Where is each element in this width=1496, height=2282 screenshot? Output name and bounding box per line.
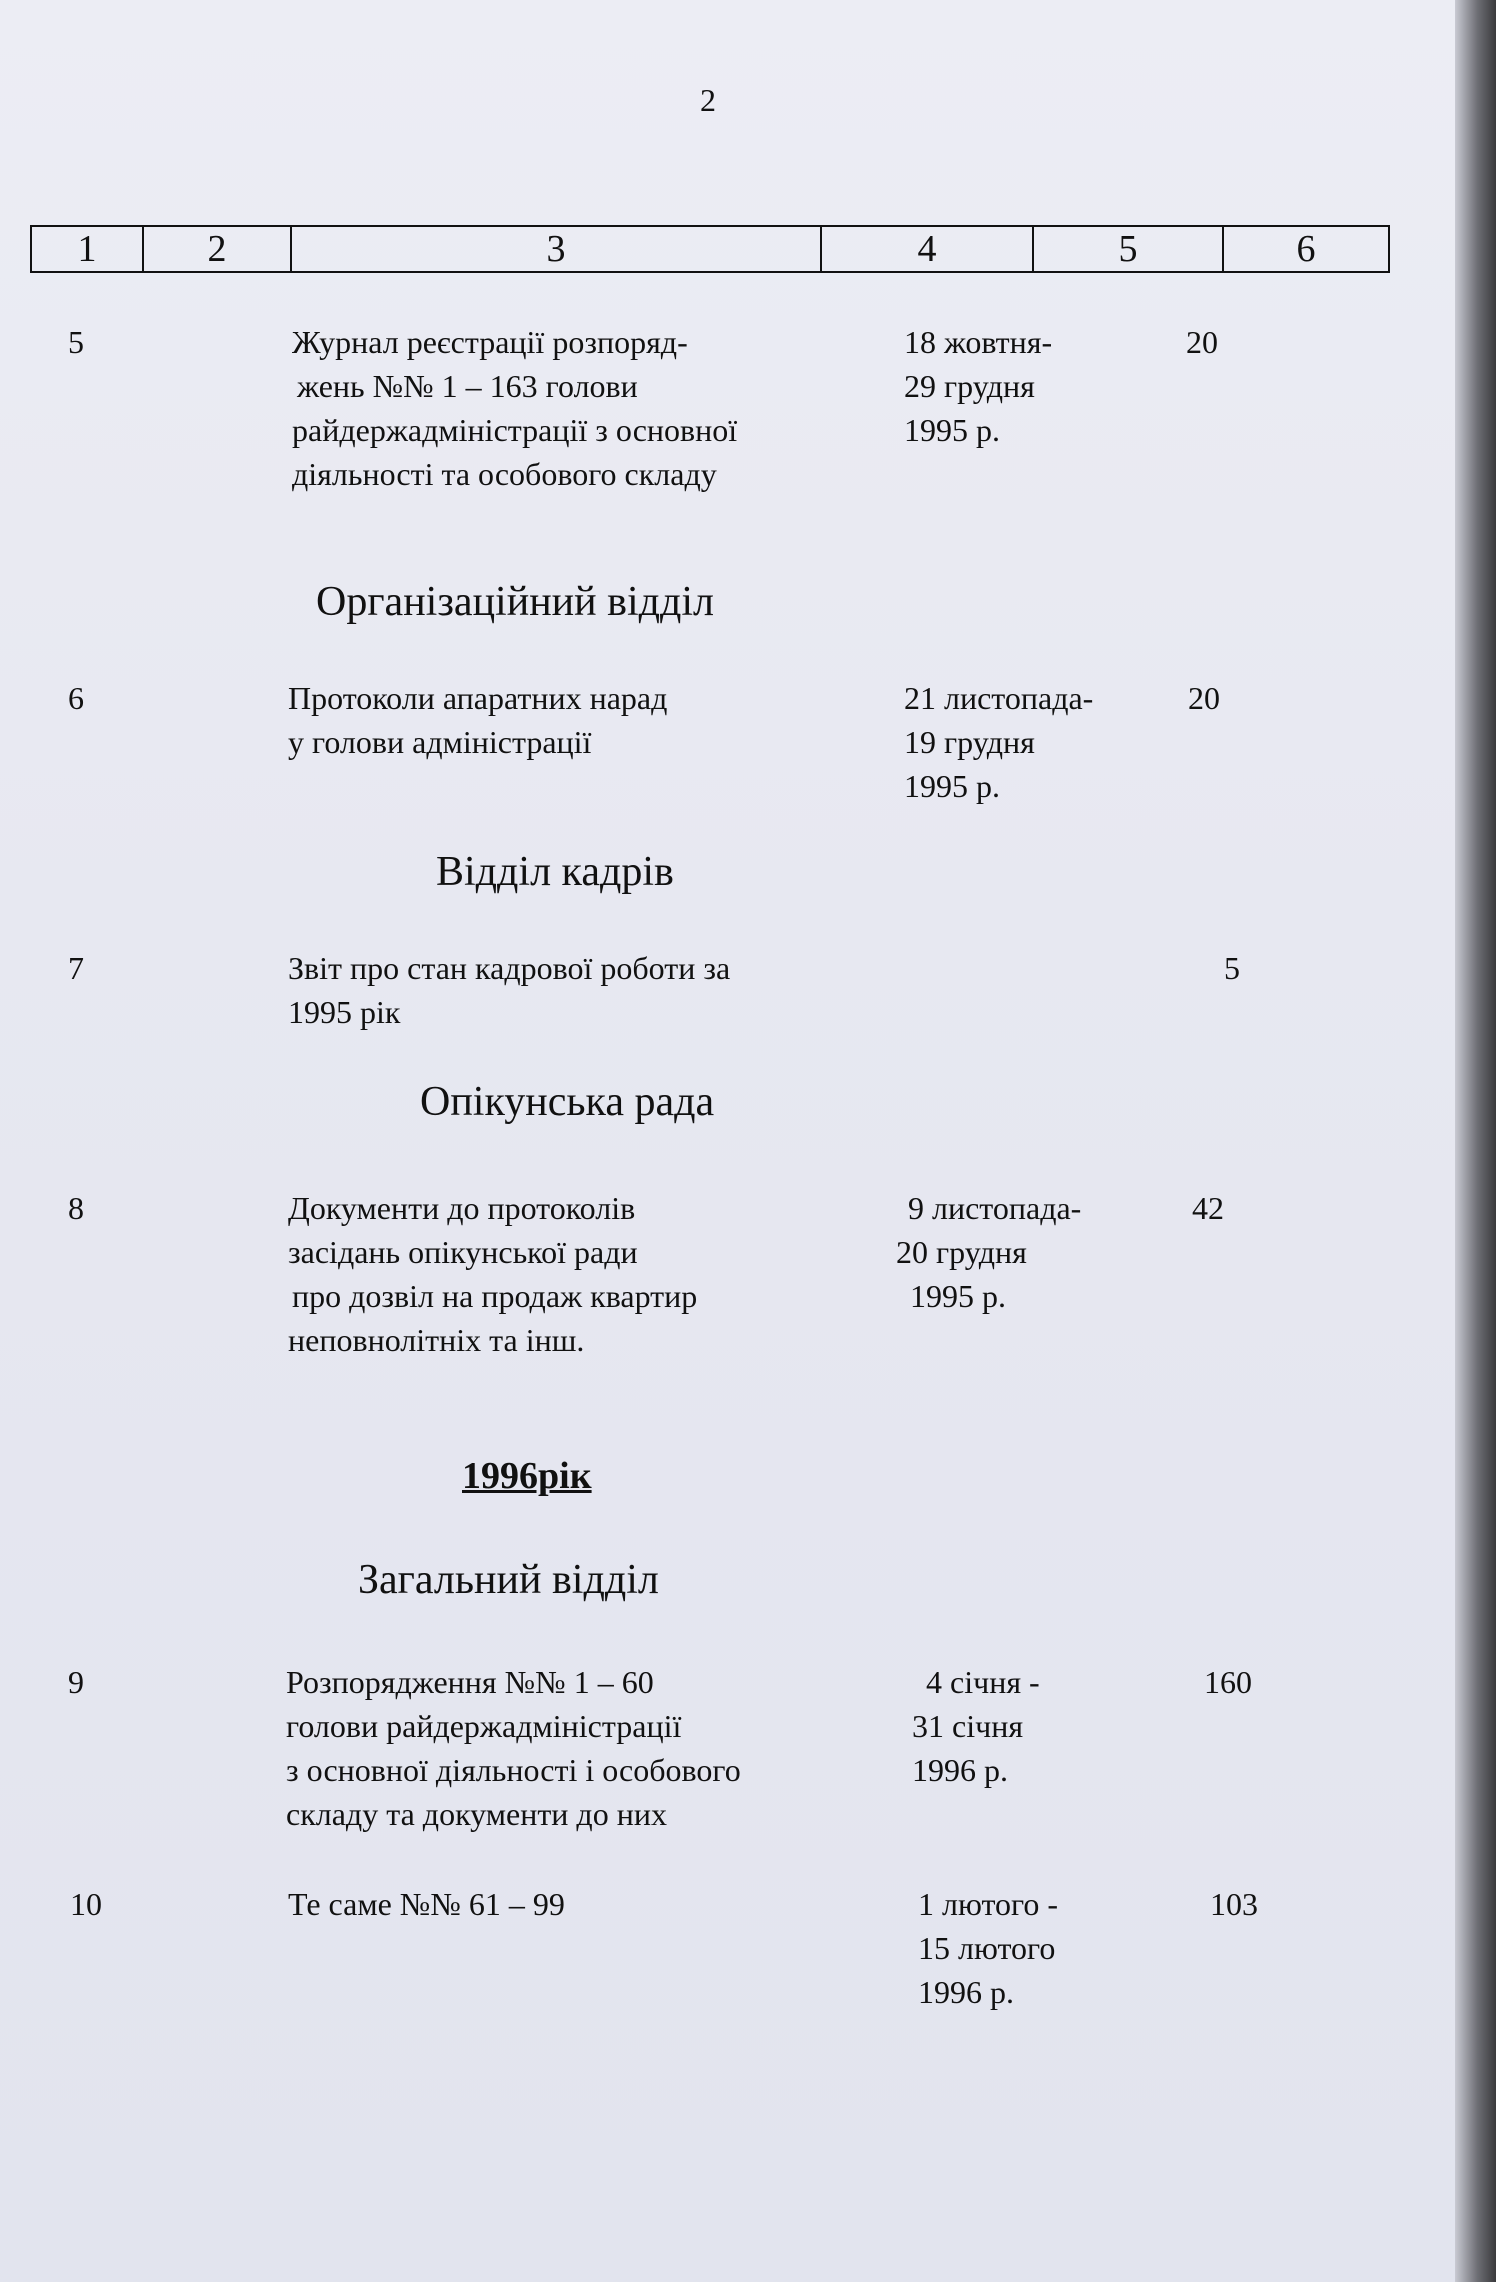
date-line: 18 жовтня- <box>904 324 1053 360</box>
date-line: 1995 р. <box>910 1278 1006 1314</box>
column-header-row <box>30 225 1390 273</box>
column-header: 3 <box>292 227 822 271</box>
column-header: 1 <box>32 227 144 271</box>
title-line: Протоколи апаратних нарад <box>288 680 668 716</box>
entry-dates <box>904 320 1052 452</box>
entry-dates <box>904 676 1093 808</box>
page-number: 2 <box>700 82 716 118</box>
entry-dates <box>912 1660 1040 1792</box>
entry-pages: 103 <box>1210 1886 1258 1922</box>
year-heading: 1996рік <box>462 1455 592 1497</box>
date-line: 15 лютого <box>918 1930 1056 1966</box>
section-heading: Відділ кадрів <box>436 849 674 895</box>
entry-title <box>292 320 737 496</box>
title-line: діяльності та особового складу <box>292 456 717 492</box>
date-line: 1995 р. <box>904 768 1000 804</box>
date-line: 1996 р. <box>918 1974 1014 2010</box>
column-header: 2 <box>144 227 292 271</box>
entry-pages: 160 <box>1204 1664 1252 1700</box>
title-line: Розпорядження №№ 1 – 60 <box>286 1664 654 1700</box>
title-line: у голови адміністрації <box>288 724 592 760</box>
title-line: Документи до протоколів <box>288 1190 636 1226</box>
entry-title <box>288 1186 697 1362</box>
date-line: 4 січня - <box>926 1664 1040 1700</box>
entry-number: 8 <box>68 1190 84 1226</box>
date-line: 31 січня <box>912 1708 1024 1744</box>
title-line: райдержадміністрації з основної <box>292 412 738 448</box>
title-line: 1995 рік <box>288 994 401 1030</box>
column-header: 5 <box>1034 227 1224 271</box>
title-line: засідань опікунської ради <box>288 1234 638 1270</box>
column-header: 4 <box>822 227 1034 271</box>
title-line: про дозвіл на продаж квартир <box>292 1278 698 1314</box>
title-line: жень №№ 1 – 163 голови <box>297 368 638 404</box>
date-line: 1996 р. <box>912 1752 1008 1788</box>
entry-pages: 5 <box>1224 950 1240 986</box>
section-heading: Загальний відділ <box>358 1557 659 1603</box>
date-line: 20 грудня <box>896 1234 1027 1270</box>
entry-pages: 42 <box>1192 1190 1224 1226</box>
title-line: Звіт про стан кадрової роботи за <box>288 950 731 986</box>
entry-dates <box>896 1186 1081 1318</box>
date-line: 19 грудня <box>904 724 1035 760</box>
entry-dates <box>918 1882 1058 2014</box>
page-edge-shadow <box>1455 0 1496 2282</box>
entry-number: 5 <box>68 324 84 360</box>
title-line: Журнал реєстрації розпоряд- <box>292 324 688 360</box>
entry-title <box>288 1882 565 1926</box>
entry-pages: 20 <box>1186 324 1218 360</box>
entry-number: 9 <box>68 1664 84 1700</box>
date-line: 1 лютого - <box>918 1886 1058 1922</box>
entry-number: 10 <box>70 1886 102 1922</box>
column-header: 6 <box>1296 228 1316 270</box>
entry-pages: 20 <box>1188 680 1220 716</box>
date-line: 21 листопада- <box>904 680 1094 716</box>
entry-title <box>286 1660 741 1836</box>
date-line: 9 листопада- <box>908 1190 1082 1226</box>
entry-number: 6 <box>68 680 84 716</box>
title-line: голови райдержадміністрації <box>286 1708 682 1744</box>
title-line: з основної діяльності і особового <box>286 1752 741 1788</box>
title-line: складу та документи до них <box>286 1796 667 1832</box>
entry-title <box>288 946 730 1034</box>
date-line: 29 грудня <box>904 368 1035 404</box>
entry-title <box>288 676 667 764</box>
title-line: неповнолітніх та інш. <box>288 1322 585 1358</box>
title-line: Те саме №№ 61 – 99 <box>288 1886 565 1922</box>
entry-number: 7 <box>68 950 84 986</box>
date-line: 1995 р. <box>904 412 1000 448</box>
section-heading: Організаційний відділ <box>316 579 714 625</box>
section-heading: Опікунська рада <box>420 1079 715 1125</box>
